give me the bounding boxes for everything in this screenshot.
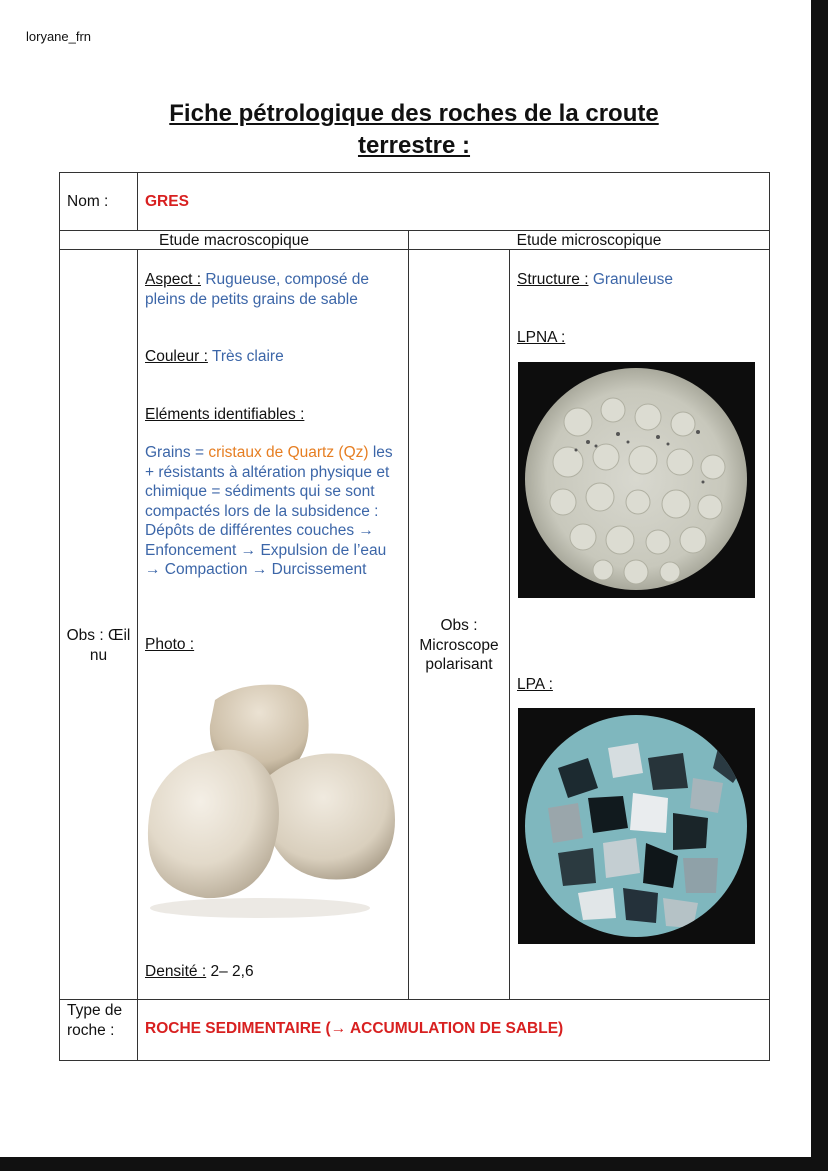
obs-oeil-nu: Obs : Œil nu <box>66 627 131 664</box>
lpa-micrograph <box>518 708 755 944</box>
structure-value: Granuleuse <box>592 271 673 288</box>
lpna-micrograph <box>518 362 755 598</box>
lpa-label: LPA : <box>517 676 553 693</box>
grains-description: les + résistants à altération physique et chimique = sédiments qui se sont compactés lors de la subsidence : <box>145 444 393 520</box>
obs-microscope: Obs : Microscope polarisant <box>419 617 499 673</box>
type-value: ROCHE SEDIMENTAIRE (→ ACCUMULATION DE SABLE) <box>145 1020 564 1037</box>
sandstone-photo <box>140 660 405 925</box>
elements-label: Eléments identifiables : <box>145 406 305 423</box>
quartz-highlight: cristaux de Quartz (Qz) <box>208 444 369 461</box>
aspect-label: Aspect : <box>145 271 201 288</box>
header-macroscopique: Etude macroscopique <box>159 232 309 249</box>
nom-label: Nom : <box>67 193 109 210</box>
densite-value: 2– 2,6 <box>210 963 254 980</box>
couleur-label: Couleur : <box>145 348 208 365</box>
densite <box>145 962 254 982</box>
couleur <box>145 347 403 367</box>
structure-label: Structure : <box>517 271 589 288</box>
page-title: Fiche pétrologique des roches de la croute terrestre : <box>169 100 659 159</box>
grains-prefix: Grains = <box>145 444 209 461</box>
structure <box>517 270 673 290</box>
author-name: loryane_frn <box>26 29 92 44</box>
lpna-label: LPNA : <box>517 329 566 346</box>
header-microscopique: Etude microscopique <box>516 232 662 249</box>
aspect <box>145 270 403 309</box>
aspect-value: Rugueuse, composé de pleins de petits grains de sable <box>145 271 370 308</box>
type-label: Type de roche : <box>67 1002 123 1039</box>
photo-label: Photo : <box>145 636 195 653</box>
nom-value: GRES <box>145 193 189 210</box>
elements-text <box>145 443 403 580</box>
process-description: Dépôts de différentes couches → Enfoncement → Expulsion de l’eau → Compaction → Durcissement <box>145 522 387 578</box>
densite-label: Densité : <box>145 963 207 980</box>
couleur-value: Très claire <box>211 348 284 365</box>
